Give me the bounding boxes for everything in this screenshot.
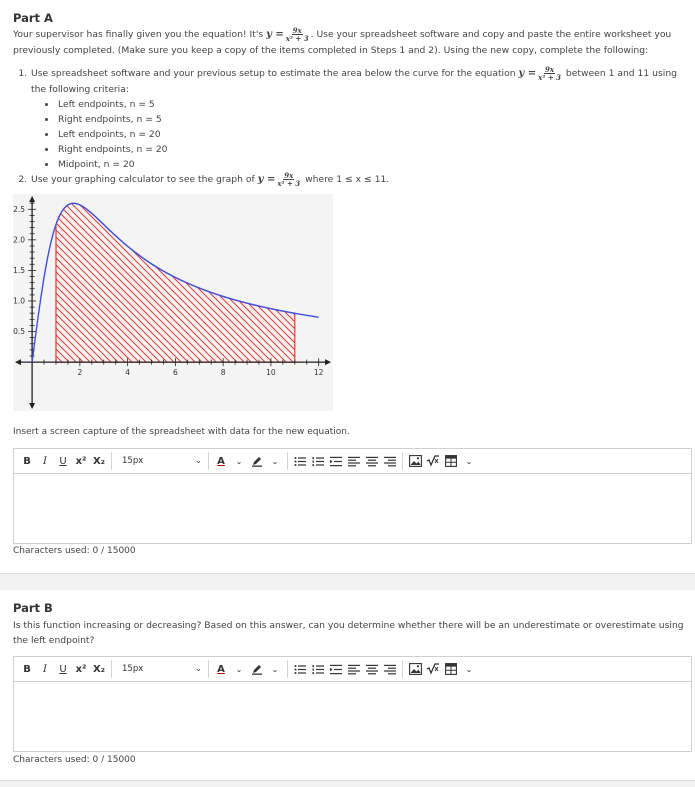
intro-equation-numerator: 9x <box>292 26 302 35</box>
task-2-equation-lhs: y = <box>257 174 276 185</box>
y-tick-label: 0.5 <box>13 327 26 337</box>
x-tick-label: 12 <box>313 368 324 378</box>
graph-background <box>13 194 333 411</box>
x-tick-label: 4 <box>125 368 131 378</box>
bullet-list-icon[interactable] <box>291 450 309 472</box>
part-a-heading: Part A <box>13 11 53 25</box>
chevron-down-icon[interactable]: ⌄ <box>465 456 473 466</box>
image-icon[interactable] <box>406 658 424 680</box>
italic-button[interactable]: I <box>43 455 47 467</box>
math-icon[interactable] <box>424 658 442 680</box>
subscript-button[interactable]: X₂ <box>92 455 106 467</box>
intro-equation-fraction <box>286 27 309 42</box>
toolbar-divider <box>287 660 288 678</box>
align-center-icon[interactable] <box>363 450 381 472</box>
font-color-button[interactable]: A <box>217 455 225 467</box>
superscript-button[interactable]: x² <box>75 455 87 467</box>
toolbar-divider <box>111 452 112 470</box>
toolbar-divider <box>208 660 209 678</box>
superscript-button[interactable]: x² <box>75 663 87 675</box>
highlight-pen-icon[interactable] <box>248 658 266 680</box>
criteria-item: • Left endpoints, n = 5 <box>57 97 690 112</box>
x-tick-label: 8 <box>220 368 226 378</box>
criteria-list <box>31 97 690 172</box>
task-2-equation-denominator: x² + 3 <box>277 179 301 188</box>
criteria-item: • Right endpoints, n = 5 <box>57 112 690 127</box>
chevron-down-icon[interactable]: ⌄ <box>235 456 243 466</box>
criteria-item: • Midpoint, n = 20 <box>57 157 690 172</box>
numbered-list-icon[interactable] <box>309 658 327 680</box>
highlight-pen-icon[interactable] <box>248 450 266 472</box>
part-b-character-counter: Characters used: 0 / 15000 <box>13 755 136 765</box>
align-center-icon[interactable] <box>363 658 381 680</box>
task-1 <box>30 66 690 172</box>
font-size-value: 15px <box>122 456 144 466</box>
part-a-answer-editor[interactable] <box>13 474 692 544</box>
screen-capture-prompt: Insert a screen capture of the spreadsheet with data for the new equation. <box>13 427 350 437</box>
intro-text-1: Your supervisor has finally given you the equation! It's <box>13 29 267 40</box>
chevron-down-icon[interactable]: ⌄ <box>235 664 243 674</box>
toolbar-divider <box>402 452 403 470</box>
bullet-list-icon[interactable] <box>291 658 309 680</box>
underline-button[interactable]: U <box>59 455 67 467</box>
task-2-equation-numerator: 9x <box>284 171 294 180</box>
y-tick-label: 2.0 <box>13 235 26 245</box>
task-list <box>13 66 690 188</box>
align-left-icon[interactable] <box>345 658 363 680</box>
intro-equation-denominator: x² + 3 <box>285 34 309 43</box>
math-icon[interactable] <box>424 450 442 472</box>
chevron-down-icon[interactable]: ⌄ <box>271 664 279 674</box>
task-1-equation-denominator: x² + 3 <box>538 73 561 82</box>
part-a-character-counter: Characters used: 0 / 15000 <box>13 546 136 556</box>
italic-button[interactable]: I <box>43 663 47 675</box>
underline-button[interactable]: U <box>59 663 67 675</box>
part-b-panel <box>0 590 695 786</box>
font-size-select[interactable] <box>115 658 205 680</box>
task-1-equation-numerator: 9x <box>545 65 555 74</box>
toolbar-divider <box>287 452 288 470</box>
bold-button[interactable]: B <box>23 455 31 467</box>
task-2-text-b: where 1 ≤ x ≤ 11. <box>302 174 390 185</box>
align-left-icon[interactable] <box>345 450 363 472</box>
font-size-select[interactable] <box>115 450 205 472</box>
font-size-value: 15px <box>122 664 144 674</box>
part-b-question: Is this function increasing or decreasing? Based on this answer, can you determine whether there will be an underestimate or overestimate using the left endpoint? <box>13 620 684 646</box>
indent-icon[interactable] <box>327 450 345 472</box>
subscript-button[interactable]: X₂ <box>92 663 106 675</box>
task-1-text-b: between 1 and 11 using the following criteria: <box>31 68 677 95</box>
image-icon[interactable] <box>406 450 424 472</box>
editor-toolbar <box>13 448 692 474</box>
function-graph <box>13 194 333 411</box>
task-2 <box>30 172 690 188</box>
table-icon[interactable] <box>442 450 460 472</box>
table-icon[interactable] <box>442 658 460 680</box>
x-tick-label: 2 <box>77 368 83 378</box>
section-divider <box>0 574 695 590</box>
align-right-icon[interactable] <box>381 658 399 680</box>
part-a-intro <box>13 27 688 58</box>
numbered-list-icon[interactable] <box>309 450 327 472</box>
chevron-down-icon[interactable]: ⌄ <box>271 456 279 466</box>
criteria-item: • Left endpoints, n = 20 <box>57 127 690 142</box>
toolbar-divider <box>208 452 209 470</box>
x-tick-label: 6 <box>172 368 178 378</box>
y-tick-label: 1.0 <box>13 296 26 306</box>
task-2-text-a: Use your graphing calculator to see the graph of <box>31 174 258 185</box>
toolbar-divider <box>111 660 112 678</box>
y-tick-label: 1.5 <box>13 266 26 276</box>
intro-equation-lhs: y = <box>266 29 284 40</box>
chevron-down-icon[interactable]: ⌄ <box>465 664 473 674</box>
chevron-down-icon: ⌄ <box>194 664 202 674</box>
chevron-down-icon: ⌄ <box>194 456 202 466</box>
bold-button[interactable]: B <box>23 663 31 675</box>
part-b-answer-editor[interactable] <box>13 682 692 752</box>
criteria-item: • Right endpoints, n = 20 <box>57 142 690 157</box>
x-tick-label: 10 <box>266 368 276 378</box>
font-color-button[interactable]: A <box>217 663 225 675</box>
task-1-equation-lhs: y = <box>518 68 537 79</box>
task-1-text-a: Use spreadsheet software and your previous setup to estimate the area below the curve for the equation <box>31 68 519 79</box>
indent-icon[interactable] <box>327 658 345 680</box>
intro-text-2: . Use your spreadsheet software and copy and paste the entire worksheet you previously completed. (Make sure you keep a copy of the items completed in Steps 1 and 2). Using the new copy, complete the following: <box>13 29 672 56</box>
part-b-heading: Part B <box>13 601 53 615</box>
align-right-icon[interactable] <box>381 450 399 472</box>
editor-toolbar <box>13 656 692 682</box>
task-2-equation-fraction <box>277 172 300 187</box>
task-1-equation-fraction <box>538 66 561 81</box>
y-tick-label: 2.5 <box>13 204 26 214</box>
toolbar-divider <box>402 660 403 678</box>
